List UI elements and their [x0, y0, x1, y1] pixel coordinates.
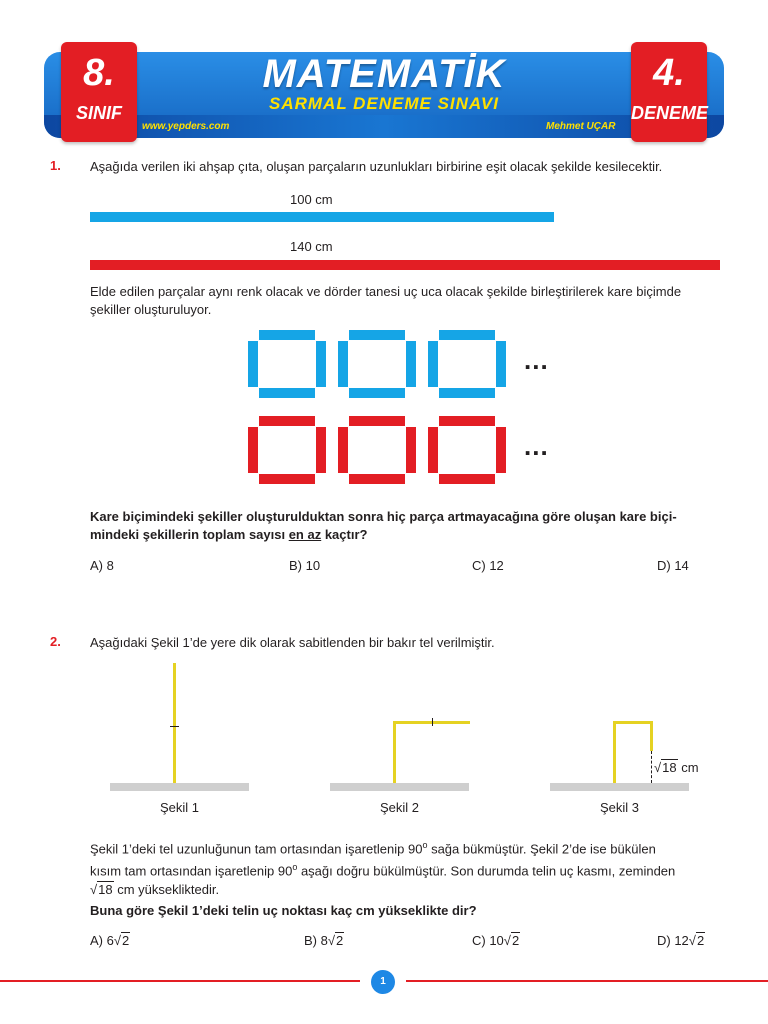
blue-ellipsis: ... [524, 345, 549, 375]
figure-2-label: Şekil 2 [379, 800, 420, 815]
wire-1 [173, 663, 176, 783]
q1-question-emphasis: en az [288, 527, 322, 542]
ground-1 [110, 783, 249, 791]
trial-number: 4. [653, 52, 685, 94]
q2-body-line2-text: kısım tam ortasından işaretlenip 90 [90, 863, 293, 879]
q1-question-line1: Kare biçimindeki şekiller oluşturulduktan sonra hiç parça artmayacağına göre oluşan kare biçi- [90, 509, 677, 524]
degree-sign: o [292, 862, 298, 873]
red-square-1 [248, 416, 326, 484]
wire-3-top [613, 721, 653, 724]
red-square-2 [338, 416, 416, 484]
q2-body-line3: √18 cm yüksekliktedir. [90, 881, 220, 897]
height-unit: cm [677, 760, 699, 775]
q2-option-c[interactable]: C) 10√2 [472, 933, 520, 948]
q2-option-a-label: A) 6 [90, 933, 114, 948]
midpoint-mark-2 [432, 718, 433, 726]
q1-intro: Aşağıda verilen iki ahşap çıta, oluşan parçaların uzunlukları birbirine eşit olacak şekilde kesilecektir. [90, 159, 663, 174]
figure-3-label: Şekil 3 [599, 800, 640, 815]
wire-3-left [613, 721, 616, 783]
wire-3-right [650, 721, 653, 751]
q1-question [90, 508, 730, 544]
q2-question: Buna göre Şekil 1’deki telin uç noktası kaç cm yükseklikte dir? [90, 903, 477, 918]
degree-sign: o [422, 840, 428, 850]
exam-name: SARMAL DENEME SINAVI [268, 94, 499, 113]
q1-question-post: kaçtır? [321, 527, 368, 542]
ground-2 [330, 783, 469, 791]
midpoint-mark-1 [170, 726, 179, 727]
q2-option-b[interactable]: B) 8√2 [304, 933, 344, 948]
q2-body-line1-text: Şekil 1’deki tel uzunluğunun tam ortasından işaretlenip 90 [90, 841, 423, 857]
q2-number: 2. [50, 634, 61, 649]
q1-body: Elde edilen parçalar aynı renk olacak ve dörder tanesi uç uca olacak şekilde birleştirilerek kare biçimde şekiller oluşturuluyor. [90, 284, 682, 317]
blue-square-3 [428, 330, 506, 398]
q2-option-d[interactable]: D) 12√2 [657, 933, 705, 948]
red-ellipsis: ... [524, 431, 549, 461]
grade-label: SINIF [75, 103, 122, 123]
q2-option-c-radicand: 2 [511, 933, 520, 948]
q1-question-pre: mindeki şekillerin toplam sayısı [90, 527, 289, 542]
q1-option-d[interactable]: D) 14 [657, 558, 689, 573]
height-radicand: 18 [662, 760, 677, 775]
blue-bar [90, 212, 554, 222]
red-bar-label: 140 cm [290, 239, 333, 254]
q2-option-d-label: D) 12 [657, 933, 689, 948]
blue-square-1 [248, 330, 326, 398]
q2-option-a-radicand: 2 [121, 933, 130, 948]
q2-body [90, 836, 718, 899]
website: www.yepders.com [142, 121, 230, 132]
q1-question-line2 [90, 526, 730, 544]
q2-option-c-label: C) 10 [472, 933, 504, 948]
footer-line-right [406, 980, 768, 982]
blue-bar-label: 100 cm [290, 192, 333, 207]
height-label: √18 cm [654, 760, 699, 775]
squares-figure [248, 330, 518, 492]
q2-body-line2-end: aşağı doğru bükülmüştür. Son durumda telin uç kasmı, zeminden [297, 863, 676, 879]
blue-square-2 [338, 330, 416, 398]
grade-badge [61, 42, 137, 142]
page-number: 1 [371, 970, 395, 994]
footer-line-left [0, 980, 360, 982]
grade-number: 8. [83, 52, 115, 94]
figure-1-label: Şekil 1 [159, 800, 200, 815]
subject-title: MATEMATİK [262, 52, 506, 96]
red-bar [90, 260, 720, 270]
q1-option-a[interactable]: A) 8 [90, 558, 114, 573]
ground-3 [550, 783, 689, 791]
trial-badge [631, 42, 707, 142]
q2-body-line3-end: cm yüksekliktedir. [113, 881, 220, 897]
q2-option-a[interactable]: A) 6√2 [90, 933, 130, 948]
q1-option-b[interactable]: B) 10 [289, 558, 321, 573]
q2-option-b-radicand: 2 [335, 933, 344, 948]
q2-option-b-label: B) 8 [304, 933, 328, 948]
height-dashed-line [651, 751, 652, 783]
q1-option-c[interactable]: C) 12 [472, 558, 504, 573]
wire-2-vertical [393, 721, 396, 783]
q2-option-d-radicand: 2 [696, 933, 705, 948]
q2-body-line2 [90, 858, 718, 880]
q2-body-line1 [90, 836, 718, 858]
trial-label: DENEME [631, 103, 709, 123]
red-square-3 [428, 416, 506, 484]
q2-body-radicand: 18 [98, 881, 113, 897]
author: Mehmet UÇAR [546, 121, 616, 132]
q1-number: 1. [50, 158, 61, 173]
q2-intro: Aşağıdaki Şekil 1’de yere dik olarak sabitlenden bir bakır tel verilmiştir. [90, 635, 495, 650]
q2-body-line1-end: sağa bükmüştür. Şekil 2’de ise bükülen [427, 841, 656, 857]
